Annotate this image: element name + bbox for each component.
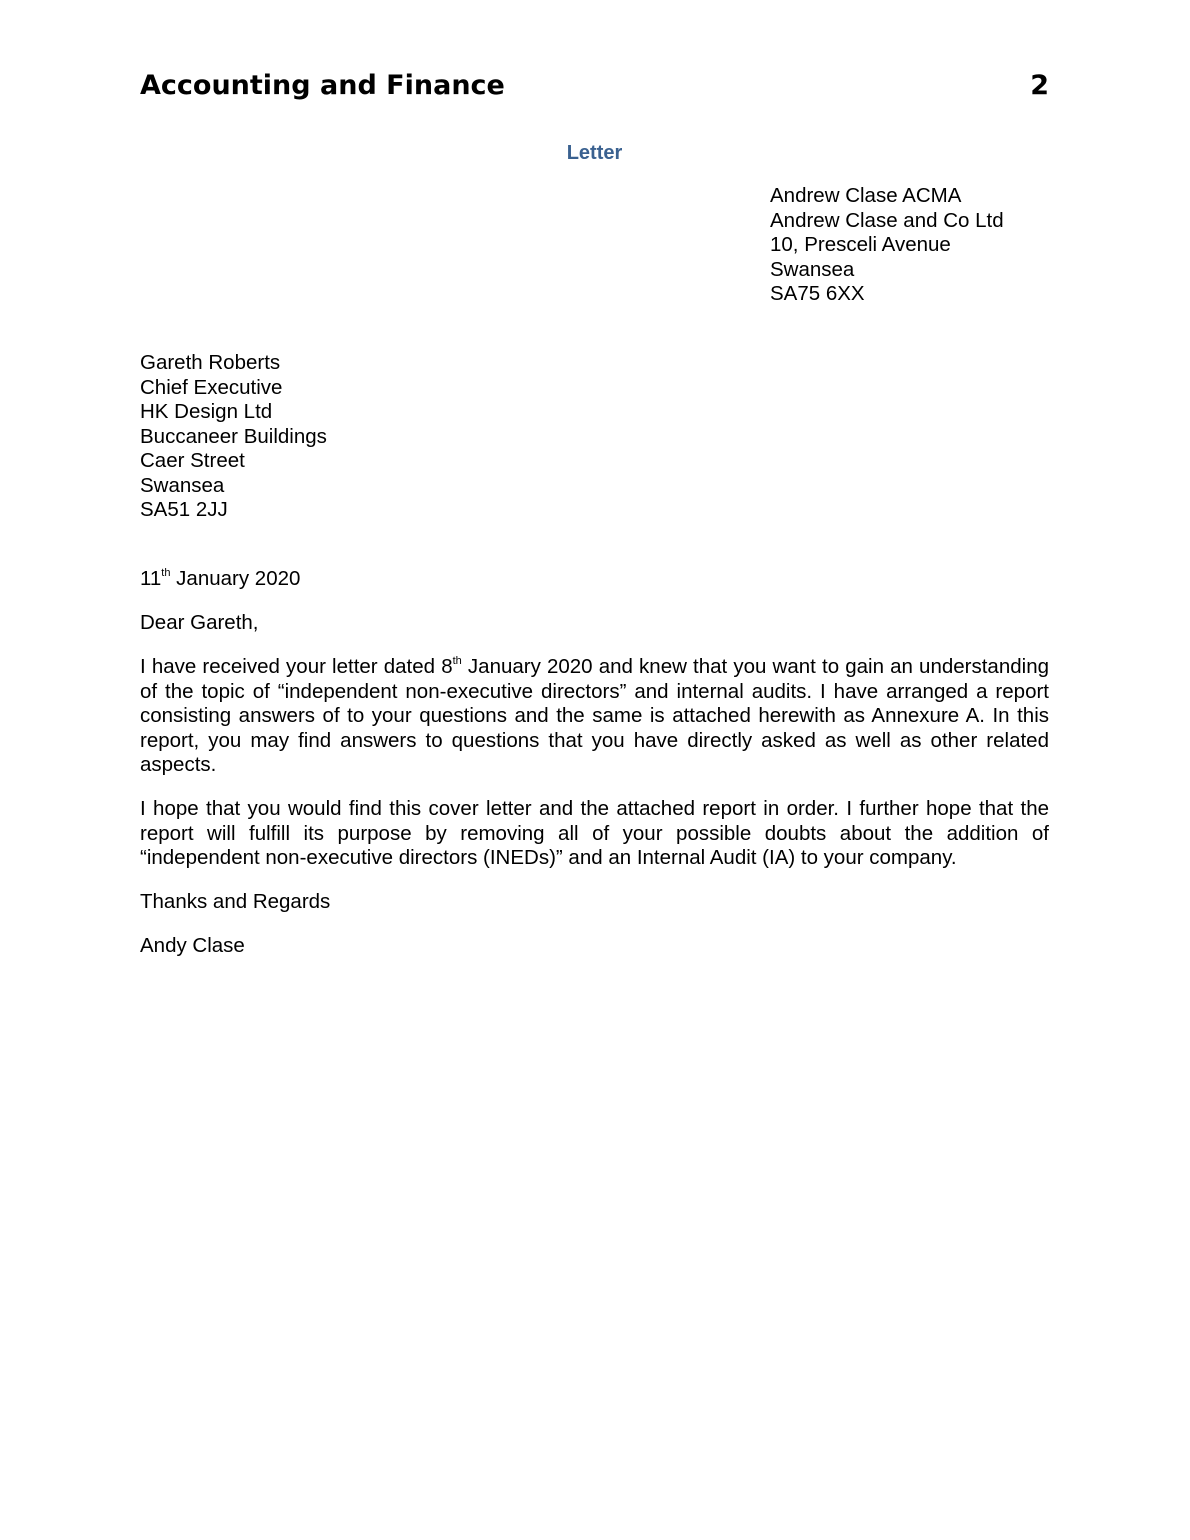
letter-date: [140, 567, 1049, 592]
recipient-address-line: Chief Executive: [140, 375, 283, 399]
date-month-year: January 2020: [170, 567, 301, 590]
sender-address-line: Andrew Clase and Co Ltd: [770, 208, 1004, 232]
sender-address-line: 10, Presceli Avenue: [770, 233, 951, 256]
date-day: 11: [140, 567, 162, 590]
letter-body: [140, 567, 1049, 978]
paragraph-1-ordinal-suffix: th: [452, 655, 462, 667]
signature: Andy Clase: [140, 934, 245, 957]
sender-address-line: Andrew Clase ACMA: [770, 184, 962, 207]
page-header: [140, 66, 1049, 106]
recipient-address-line: Caer Street: [140, 449, 245, 472]
recipient-address-line: Buccaneer Buildings: [140, 424, 327, 448]
date-ordinal-suffix: th: [161, 567, 171, 579]
header-title: Accounting and Finance: [140, 70, 505, 101]
letter-heading: Letter: [566, 142, 623, 164]
paragraph-1-start: I have received your letter dated 8: [140, 655, 453, 678]
body-paragraph-2: I hope that you would find this cover letter and the attached report in order. I further hope that the report will fulfill its purpose by removing all of your possible doubts about the addition of “independent non-executive directors (INEDs)” and an Internal Audit (IA) to your company.: [140, 797, 1049, 869]
paragraph-1-rest: January 2020 and knew that you want to gain an understanding of the topic of “independent non-executive directors” and internal audits. I have arranged a report consisting answers of to your questions and the same is attached herewith as Annexure A. In this report, you may find answers to questions that you have directly asked as well as other related aspects.: [140, 655, 1049, 776]
salutation: Dear Gareth,: [140, 611, 259, 634]
recipient-address-line: HK Design Ltd: [140, 400, 273, 423]
recipient-address: [140, 351, 327, 523]
recipient-address-line: Gareth Roberts: [140, 351, 281, 374]
recipient-address-line: SA51 2JJ: [140, 498, 228, 521]
body-paragraph-1: [140, 655, 1049, 778]
recipient-address-line: Swansea: [140, 473, 225, 497]
sender-address-line: SA75 6XX: [770, 282, 865, 305]
sender-address: [770, 184, 1004, 307]
closing: Thanks and Regards: [140, 890, 331, 913]
sender-address-line: Swansea: [770, 257, 855, 281]
page-number: 2: [1030, 70, 1049, 101]
